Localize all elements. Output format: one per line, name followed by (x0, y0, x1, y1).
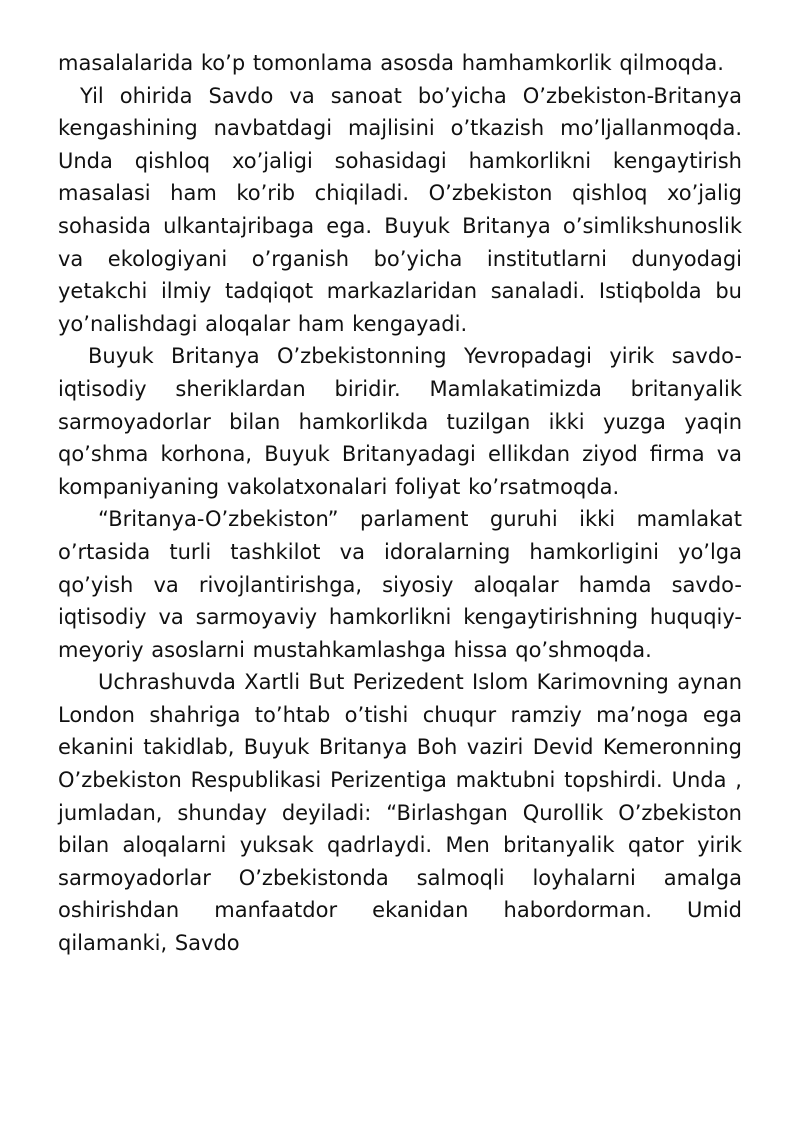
paragraph-meeting: Uchrashuvda Xartli But Perizedent Islom Karimovning aynan London shahriga to’htab o’tishi chuqur ramziy ma’noga ega ekanini takidlab, Buyuk Britanya Boh vaziri Devid Kemeronning O’zbekiston Respublikasi Perizentiga maktubni topshirdi. Unda , jumladan, shunday deyiladi: “Birlashgan Qurollik O’zbekiston bilan aloqalarni yuksak qadrlaydi. Men britanyalik qator yirik sarmoyadorlar O’zbekistonda salmoqli loyhalarni amalga oshirishdan manfaatdor ekanidan habordorman. Umid qilamanki, Savdo (58, 670, 742, 956)
paragraph-parliament-group: “Britanya-O’zbekiston” parlament guruhi ikki mamlakat o’rtasida turli tashkilot va idoralarning hamkorligini yo’lga qo’yish va rivojlantirishga, siyosiy aloqalar hamda savdo-iqtisodiy va sarmoyaviy hamkorlikni kengaytirishning huquqiy-meyoriy asoslarni mustahkamlashga hissa qo’shmoqda. (58, 507, 742, 662)
paragraph-economic-partner: Buyuk Britanya O’zbekistonning Yevropadagi yirik savdo-iqtisodiy sheriklardan biridir. Mamlakatimizda britanyalik sarmoyadorlar bilan hamkorlikda tuzilgan ikki yuzga yaqin qo’shma korhona, Buyuk Britanyadagi ellikdan ziyod firma va kompaniyaning vakolatxonalari foliyat ko’rsatmoqda. (58, 344, 742, 499)
document-page (58, 47, 742, 960)
paragraph-trade-council: Yil ohirida Savdo va sanoat bo’yicha O’zbekiston-Britanya kengashining navbatdagi majlisini o’tkazish mo’ljallanmoqda. Unda qishloq xo’jaligi sohasidagi hamkorlikni kengaytirish masalasi ham ko’rib chiqiladi. O’zbekiston qishloq xo’jalig sohasida ulkantajribaga ega. Buyuk Britanya o’simlikshunoslik va ekologiyani o’rganish bo’yicha institutlarni dunyodagi yetakchi ilmiy tadqiqot markazlaridan sanaladi. Istiqbolda bu yo’nalishdagi aloqalar ham kengayadi. (58, 83, 742, 336)
paragraph-continuation: masalalarida ko’p tomonlama asosda hamhamkorlik qilmoqda. (58, 51, 724, 75)
